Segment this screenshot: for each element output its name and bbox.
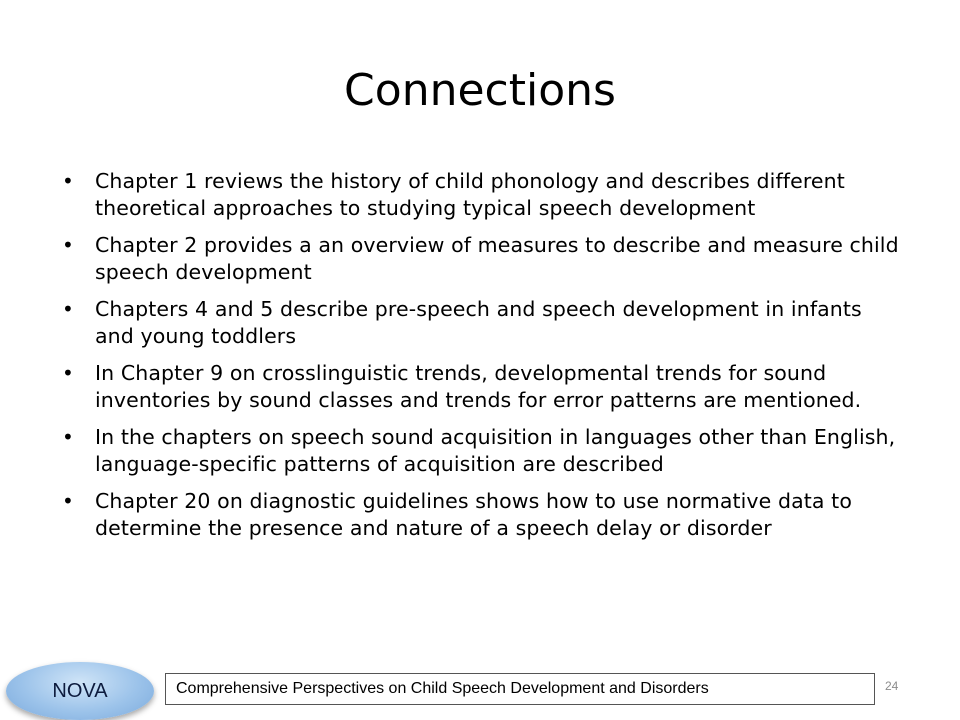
bullet-item bbox=[58, 488, 904, 542]
bullet-dot-icon: • bbox=[62, 233, 74, 257]
bullet-dot-icon: • bbox=[62, 425, 74, 449]
page-number: 24 bbox=[885, 679, 899, 693]
bullet-list bbox=[58, 168, 904, 552]
bullet-item bbox=[58, 360, 904, 414]
bullet-text: Chapter 20 on diagnostic guidelines shows how to use normative data to determine the presence and nature of a speech delay or disorder bbox=[95, 489, 852, 540]
bullet-item bbox=[58, 424, 904, 478]
bullet-text: Chapter 2 provides a an overview of measures to describe and measure child speech development bbox=[95, 233, 899, 284]
bullet-dot-icon: • bbox=[62, 489, 74, 513]
slide-title: Connections bbox=[344, 65, 616, 116]
bullet-item bbox=[58, 168, 904, 222]
bullet-text: In Chapter 9 on crosslinguistic trends, developmental trends for sound inventories by sound classes and trends for error patterns are mentioned. bbox=[95, 361, 862, 412]
bullet-dot-icon: • bbox=[62, 361, 74, 385]
footer-book-title bbox=[165, 673, 875, 705]
bullet-item bbox=[58, 232, 904, 286]
bullet-item bbox=[58, 296, 904, 350]
bullet-text: Chapter 1 reviews the history of child phonology and describes different theoretical approaches to studying typical speech development bbox=[95, 169, 845, 220]
bullet-text: In the chapters on speech sound acquisition in languages other than English, language-specific patterns of acquisition are described bbox=[95, 425, 896, 476]
bullet-dot-icon: • bbox=[62, 297, 74, 321]
nova-badge: NOVA bbox=[6, 662, 154, 720]
footer-book-title-text: Comprehensive Perspectives on Child Speech Development and Disorders bbox=[176, 680, 709, 697]
bullet-dot-icon: • bbox=[62, 169, 74, 193]
bullet-text: Chapters 4 and 5 describe pre-speech and speech development in infants and young toddlers bbox=[95, 297, 862, 348]
